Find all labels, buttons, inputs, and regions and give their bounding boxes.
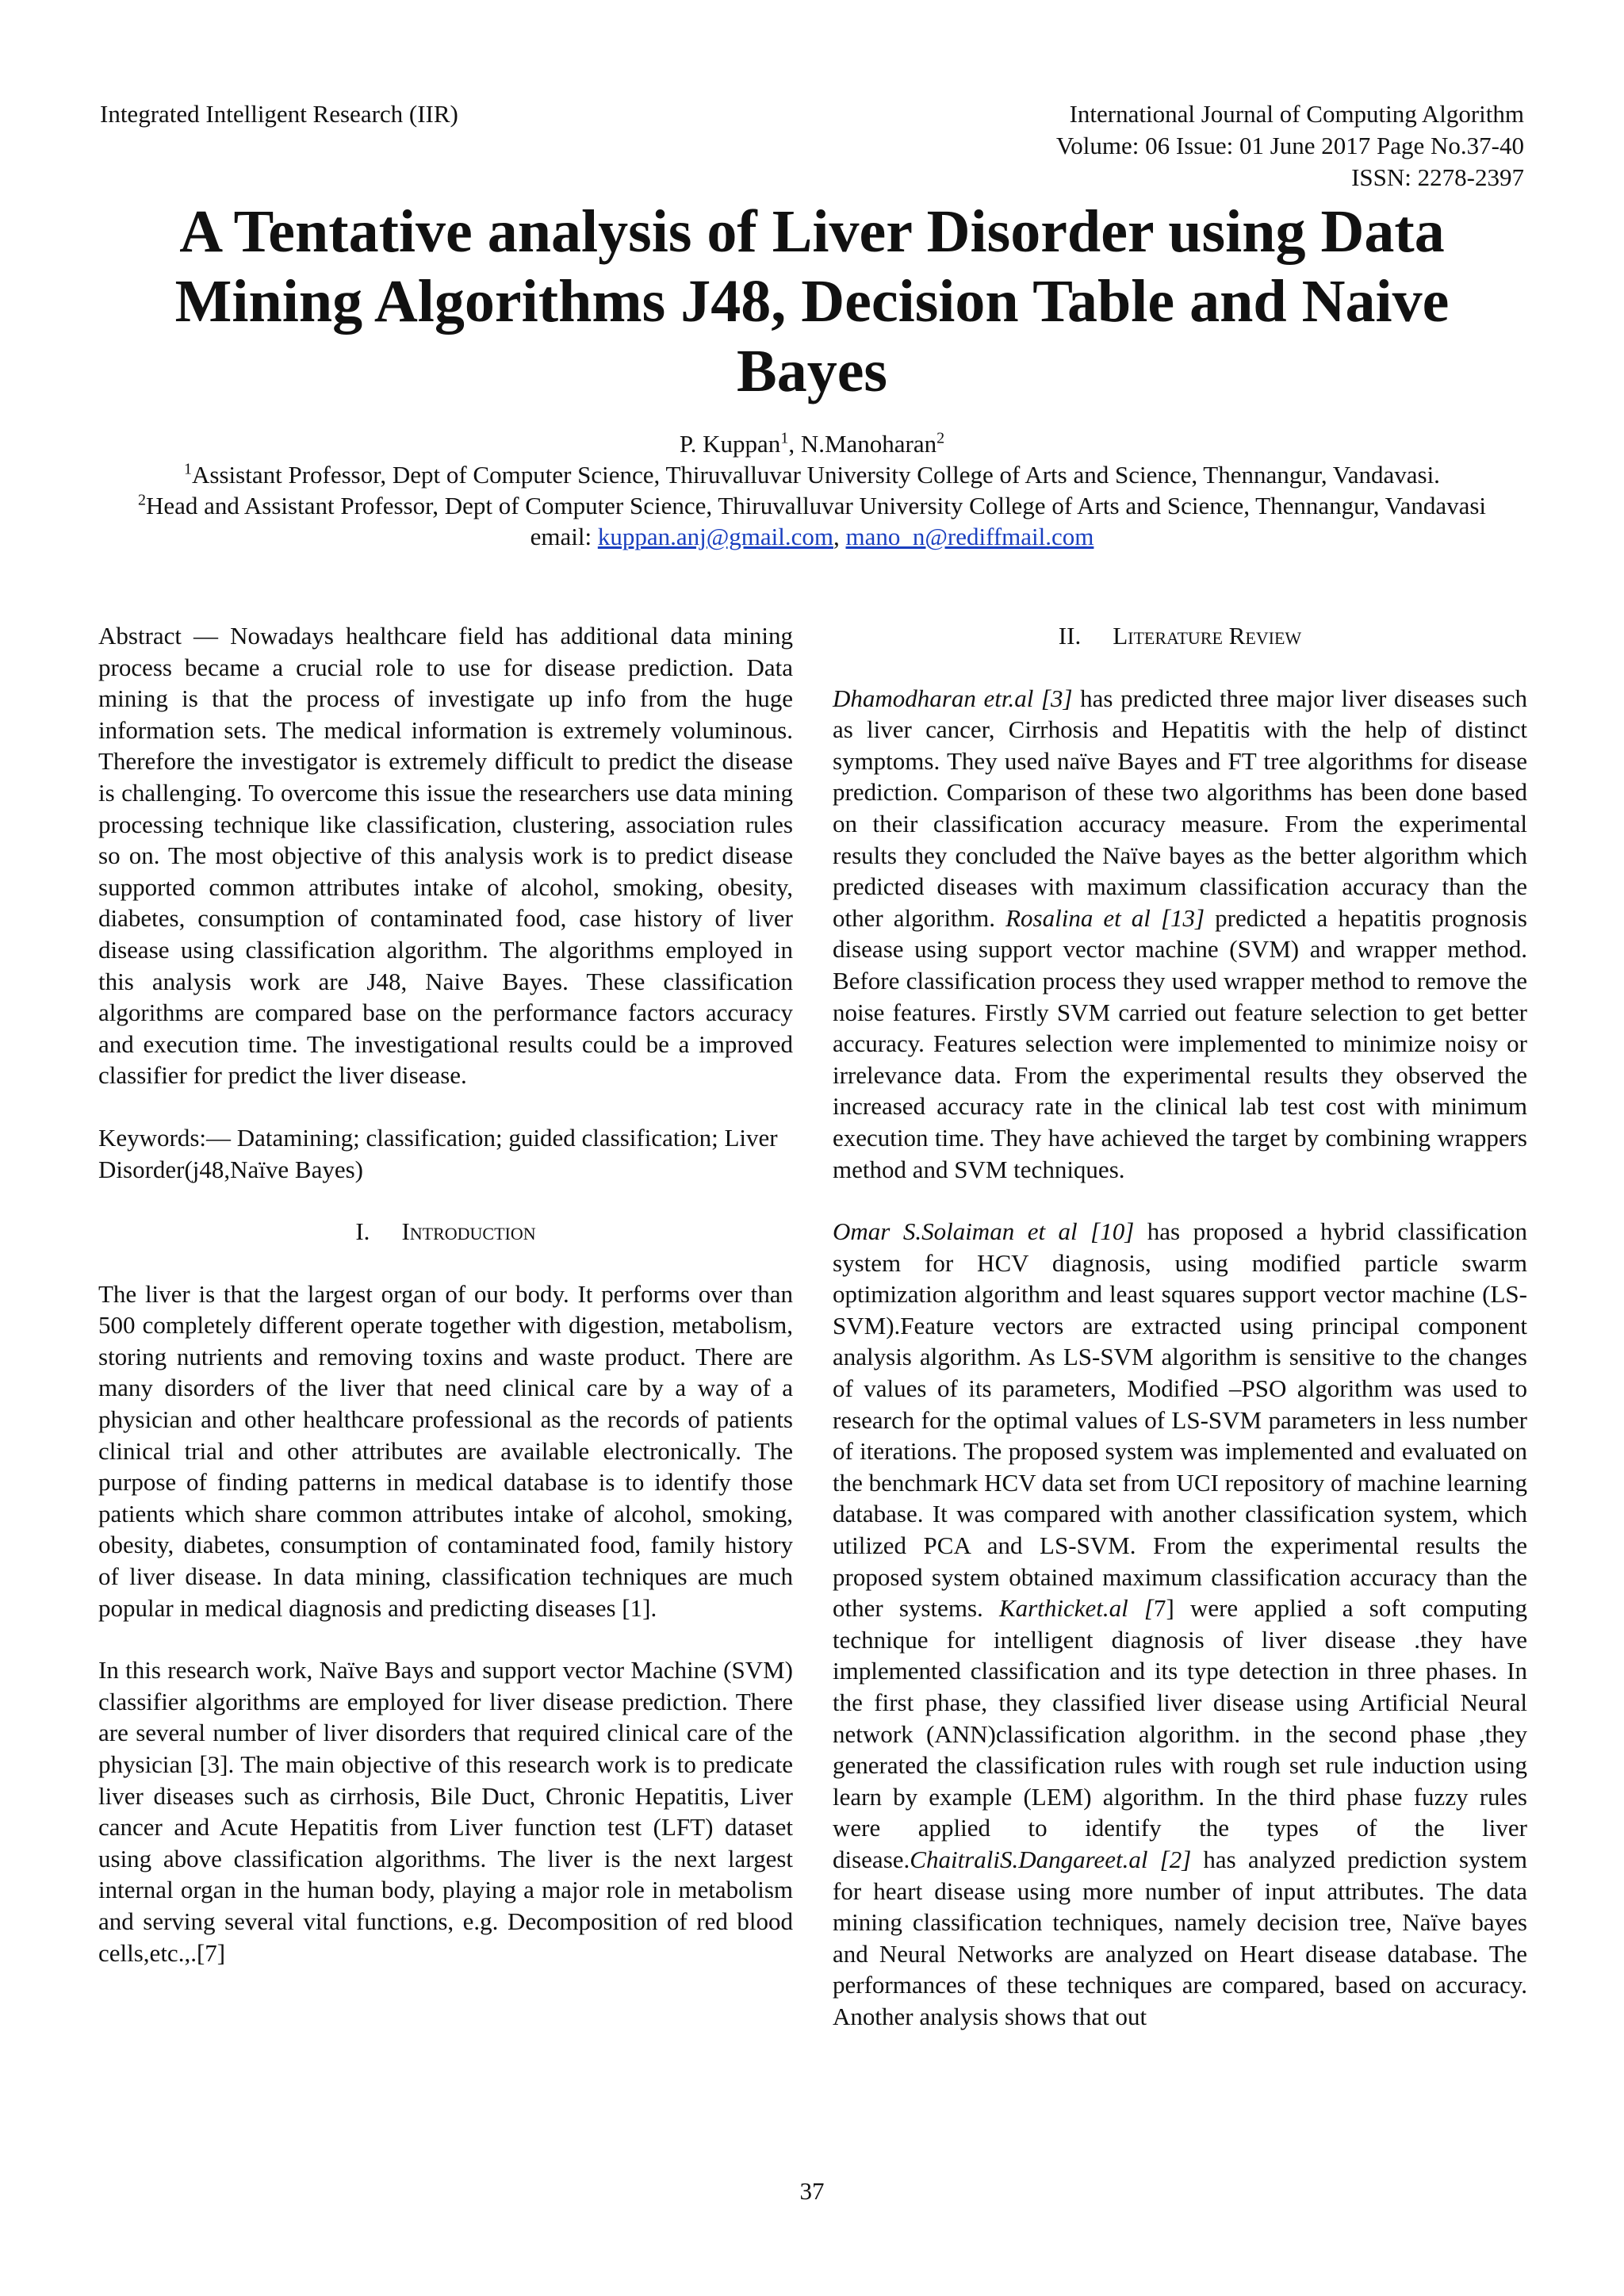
author-2: N.Manoharan bbox=[800, 430, 937, 458]
email-link-1[interactable]: kuppan.anj@gmail.com bbox=[597, 523, 833, 550]
affiliation-1-sup: 1 bbox=[184, 460, 193, 478]
citation-omar: Omar S.Solaiman et al [10] bbox=[833, 1217, 1135, 1246]
section-2-title: Literature Review bbox=[1113, 622, 1302, 650]
journal-name: International Journal of Computing Algorithm bbox=[1069, 100, 1524, 128]
section-1-title: Introduction bbox=[401, 1217, 536, 1246]
author-1: P. Kuppan bbox=[679, 430, 781, 458]
email-label: email: bbox=[530, 523, 598, 550]
section-heading-literature-review bbox=[833, 620, 1527, 652]
running-header-left: Integrated Intelligent Research (IIR) bbox=[100, 100, 458, 128]
affiliation-1 bbox=[79, 459, 1545, 490]
affiliation-2 bbox=[79, 490, 1545, 521]
author-block bbox=[79, 428, 1545, 552]
citation-chaitrali: ChaitraliS.Dangareet.al [2] bbox=[910, 1845, 1192, 1873]
right-column bbox=[833, 620, 1527, 2033]
literature-paragraph-2 bbox=[833, 1216, 1527, 2032]
citation-karthick: Karthicket.al [ bbox=[998, 1594, 1154, 1623]
keywords: Keywords:— Datamining; classification; guided classification; Liver Disorder(j48,Naïve Bayes) bbox=[98, 1123, 778, 1183]
lit-p1-text-2: predicted a hepatitis prognosis disease using support vector machine (SVM) and wrapper method. Before classification process they used wrapper method to remove the noise features. Firstly SVM carried out feature selection to get better accuracy. Features selection were implemented to minimize noisy or irrelevance data. From the experimental results they observed the increased accuracy rate in the clinical lab test cost with minimum execution time. They have achieved the target by combining wrappers method and SVM techniques. bbox=[833, 903, 1527, 1183]
section-1-number: I. bbox=[355, 1217, 370, 1246]
lit-p1-text-1: has predicted three major liver diseases such as liver cancer, Cirrhosis and Hepatitis with the help of distinct symptoms. They used naïve Bayes and FT tree algorithms for disease prediction. Comparison of these two algorithms has been done based on their classification accuracy measure. From the experimental results they concluded the Naïve bayes as the better algorithm which predicted diseases with maximum classification accuracy than the other algorithm. bbox=[833, 684, 1527, 932]
citation-rosalina: Rosalina et al [13] bbox=[1005, 903, 1205, 932]
left-column bbox=[98, 620, 793, 1968]
intro-paragraph-2: In this research work, Naïve Bays and support vector Machine (SVM) classifier algorithms are employed for liver disease prediction. There are several number of liver disorders that required clinical care of the physician [3]. The main objective of this research work is to predicate liver diseases such as cirrhosis, Bile Duct, Chronic Hepatitis, Liver cancer and Acute Hepatitis from Liver function test (LFT) dataset using above classification algorithms. The liver is the next largest internal organ in the human body, playing a major role in metabolism and serving several vital functions, e.g. Decomposition of red blood cells,etc.,.[7] bbox=[98, 1656, 793, 1967]
lit-p2-text-2: 7] were applied a soft computing technique for intelligent diagnosis of liver disease .they have implemented classification and its type detection in three phases. In the first phase, they classified liver disease using Artificial Neural network (ANN)classification algorithm. in the second phase ,they generated the classification rules with rough set rule induction using learn by example (LEM) algorithm. In the third phase fuzzy rules were applied to identify the types of the liver disease. bbox=[833, 1594, 1527, 1873]
author-1-sup: 1 bbox=[780, 429, 789, 447]
citation-dhamodharan: Dhamodharan etr.al [3] bbox=[833, 684, 1073, 712]
literature-paragraph-1 bbox=[833, 683, 1527, 1186]
intro-paragraph-1: The liver is that the largest organ of our body. It performs over than 500 completely different operate together with digestion, metabolism, storing nutrients and removing toxins and waste product. There are many disorders of the liver that need clinical care by a way of a physician and other healthcare professional as the records of patients clinical trial and other attributes are available electronically. The purpose of finding patterns in medical database is to identify those patients which share common attributes intake of alcohol, smoking, obesity, diabetes, consumption of contaminated food, family history of liver disease. In data mining, classification techniques are much popular in medical diagnosis and predicting diseases [1]. bbox=[98, 1279, 793, 1622]
volume-info: Volume: 06 Issue: 01 June 2017 Page No.37-40 bbox=[1055, 132, 1524, 159]
email-link-2[interactable]: mano_n@rediffmail.com bbox=[845, 523, 1094, 550]
running-header-right bbox=[1056, 98, 1524, 194]
author-separator: , bbox=[788, 430, 801, 458]
abstract: Abstract — Nowadays healthcare field has additional data mining process became a crucial role to use for disease prediction. Data mining is that the process of investigate up info from the huge information sets. The medical information is extremely voluminous. Therefore the investigator is extremely difficult to predict the disease is challenging. To overcome this issue the researchers use data mining processing technique like classification, clustering, association rules so on. The most objective of this analysis work is to predict disease supported common attributes intake of alcohol, smoking, obesity, diabetes, consumption of contaminated food, case history of liver disease using classification algorithm. The algorithms employed in this analysis work are J48, Naive Bayes. These classification algorithms are compared base on the performance factors accuracy and execution time. The investigational results could be a improved classifier for predict the liver disease. bbox=[98, 622, 793, 1090]
issn: ISSN: 2278-2397 bbox=[1351, 163, 1524, 191]
author-2-sup: 2 bbox=[936, 429, 945, 447]
email-separator: , bbox=[833, 523, 846, 550]
section-heading-introduction bbox=[98, 1216, 793, 1248]
email-line bbox=[79, 521, 1545, 552]
paper-title: A Tentative analysis of Liver Disorder using Data Mining Algorithms J48, Decision Table and Naive Bayes bbox=[174, 198, 1450, 404]
affiliation-2-text: Head and Assistant Professor, Dept of Computer Science, Thiruvalluvar University College of Arts and Science, Thennangur, Vandavasi bbox=[145, 492, 1487, 519]
lit-p2-text-3: has analyzed prediction system for heart disease using more number of input attributes. The data mining classification techniques, namely decision tree, Naïve bayes and Neural Networks are analyzed on Heart disease database. The performances of these techniques are compared, based on accuracy. Another analysis shows that out bbox=[833, 1845, 1527, 2030]
affiliation-1-text: Assistant Professor, Dept of Computer Science, Thiruvalluvar University College of Arts and Science, Thennangur, Vandavasi. bbox=[192, 461, 1440, 489]
affiliation-2-sup: 2 bbox=[137, 491, 146, 509]
lit-p2-text-1: has proposed a hybrid classification system for HCV diagnosis, using modified particle swarm optimization algorithm and least squares support vector machine (LS-SVM).Feature vectors are extracted using principal component analysis algorithm. As LS-SVM algorithm is sensitive to the changes of values of its parameters, Modified –PSO algorithm was used to research for the optimal values of LS-SVM parameters in less number of iterations. The proposed system was implemented and evaluated on the benchmark HCV data set from UCI repository of machine learning database. It was compared with another classification system, which utilized PCA and LS-SVM. From the experimental results the proposed system obtained maximum classification accuracy than the other systems. bbox=[833, 1217, 1527, 1623]
author-names bbox=[79, 428, 1545, 459]
section-2-number: II. bbox=[1058, 622, 1082, 650]
page-number: 37 bbox=[799, 2177, 825, 2205]
